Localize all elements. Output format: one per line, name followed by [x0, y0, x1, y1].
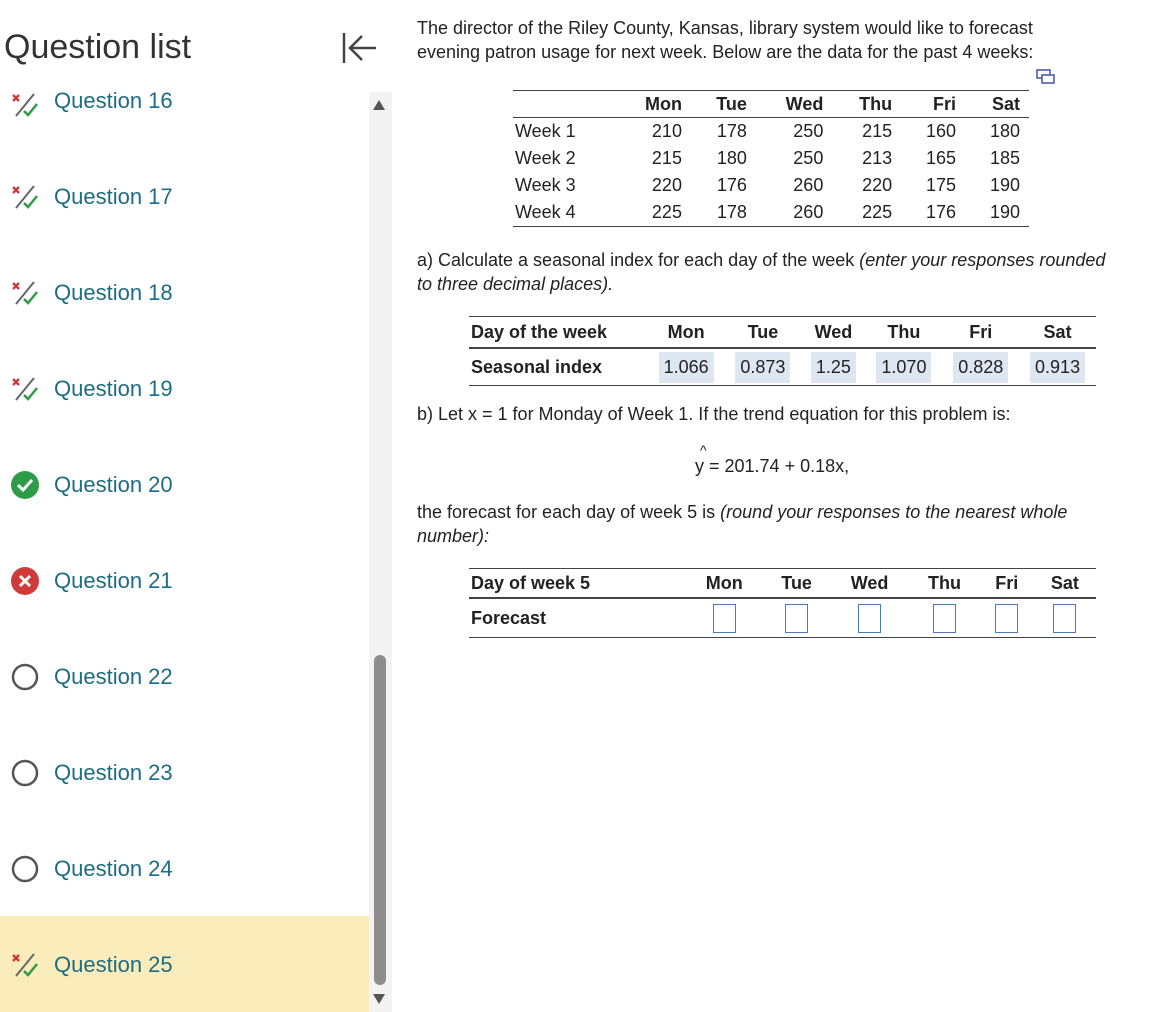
question-item-24[interactable]	[0, 820, 369, 916]
seasonal-index-table	[469, 316, 1096, 386]
row-label: Week 1	[515, 121, 576, 141]
column-header: Fri	[942, 317, 1019, 349]
table-cell: 175	[925, 175, 957, 195]
seasonal-index-sat[interactable]: 0.913	[1030, 352, 1085, 383]
column-header: Thu	[866, 317, 943, 349]
row-label: Seasonal index	[469, 348, 648, 386]
forecast-input-fri[interactable]	[995, 604, 1018, 633]
table-cell: 260	[756, 199, 832, 227]
row-label: Week 2	[515, 148, 576, 168]
table-cell: 220	[651, 175, 682, 195]
question-item-18[interactable]	[0, 244, 369, 340]
part-a-instruction: (enter your responses rounded to three decimal places).	[417, 250, 1106, 294]
equation-text: y = 201.74 + 0.18x,	[695, 456, 850, 476]
question-intro	[417, 16, 1117, 64]
seasonal-index-fri[interactable]: 0.828	[953, 352, 1008, 383]
scrollbar-thumb[interactable]	[374, 655, 386, 985]
column-header: Thu	[832, 91, 901, 118]
partial-credit-icon	[10, 278, 40, 308]
question-label: Question 20	[54, 472, 173, 497]
seasonal-index-wed[interactable]: 1.25	[811, 352, 856, 383]
question-sidebar	[0, 0, 392, 1012]
column-header: Thu	[909, 569, 980, 599]
column-header: Sat	[1019, 317, 1096, 349]
seasonal-index-mon[interactable]: 1.066	[659, 352, 714, 383]
table-cell: 176	[716, 175, 747, 195]
equation-hat: ^	[700, 442, 707, 458]
forecast-input-thu[interactable]	[933, 604, 956, 633]
question-item-20[interactable]	[0, 436, 369, 532]
incorrect-x-icon	[10, 566, 40, 596]
forecast-instruction: (round your responses to the nearest whole number):	[417, 502, 1068, 546]
seasonal-index-tue[interactable]: 0.873	[735, 352, 790, 383]
question-item-17[interactable]	[0, 148, 369, 244]
forecast-input-tue[interactable]	[785, 604, 808, 633]
question-label: Question 22	[54, 664, 173, 689]
part-a-prompt	[417, 248, 1117, 296]
partial-credit-icon	[10, 374, 40, 404]
forecast-table	[469, 568, 1096, 638]
unanswered-circle-icon	[10, 758, 40, 788]
table-cell: 160	[925, 121, 957, 141]
table-cell: 180	[989, 121, 1020, 141]
partial-credit-icon	[10, 950, 40, 980]
question-content	[392, 0, 1173, 1012]
table-row	[513, 199, 1029, 227]
table-cell: 178	[691, 199, 756, 227]
row-label: Forecast	[469, 598, 685, 638]
sidebar-title: Question list	[4, 28, 192, 66]
question-label: Question 16	[54, 88, 173, 113]
table-cell: 225	[832, 199, 901, 227]
column-header: Wed	[801, 317, 865, 349]
partial-credit-icon	[10, 182, 40, 212]
question-item-19[interactable]	[0, 340, 369, 436]
table-cell: 176	[901, 199, 965, 227]
table-row	[513, 118, 1029, 146]
partial-credit-icon	[10, 90, 40, 120]
table-cell: 213	[862, 148, 893, 168]
forecast-input-wed[interactable]	[858, 604, 881, 633]
column-header: Day of the week	[469, 317, 648, 349]
part-b-prompt: b) Let x = 1 for Monday of Week 1. If the trend equation for this problem is:	[417, 404, 1011, 424]
table-cell: 165	[925, 148, 957, 168]
table-cell: 185	[989, 148, 1020, 168]
forecast-input-sat[interactable]	[1053, 604, 1076, 633]
trend-equation	[695, 442, 850, 477]
question-item-21[interactable]	[0, 532, 369, 628]
table-cell: 215	[651, 148, 682, 168]
column-header: Wed	[756, 91, 832, 118]
forecast-input-mon[interactable]	[713, 604, 736, 633]
unanswered-circle-icon	[10, 662, 40, 692]
column-header: Mon	[648, 317, 725, 349]
question-item-22[interactable]	[0, 628, 369, 724]
forecast-text: the forecast for each day of week 5 is	[417, 502, 721, 522]
question-label: Question 19	[54, 376, 173, 401]
table-cell: 178	[716, 121, 747, 141]
question-label: Question 23	[54, 760, 173, 785]
column-header: Wed	[830, 569, 909, 599]
correct-check-icon	[10, 470, 40, 500]
column-header: Mon	[685, 569, 763, 599]
question-label: Question 24	[54, 856, 173, 881]
intro-line-1: The director of the Riley County, Kansas, library system would like to forecast	[417, 18, 1033, 38]
row-label: Week 4	[513, 199, 616, 227]
table-row	[469, 598, 1096, 638]
table-cell: 225	[616, 199, 691, 227]
table-row	[513, 172, 1029, 199]
question-item-23[interactable]	[0, 724, 369, 820]
table-cell: 215	[862, 121, 893, 141]
question-label: Question 25	[54, 952, 173, 977]
column-header: Tue	[691, 91, 756, 118]
column-header: Tue	[725, 317, 802, 349]
question-label: Question 17	[54, 184, 173, 209]
table-cell: 250	[793, 148, 824, 168]
intro-line-2: evening patron usage for next week. Below are the data for the past 4 weeks:	[417, 42, 1034, 62]
table-cell: 180	[716, 148, 747, 168]
table-row	[513, 145, 1029, 172]
table-cell: 260	[793, 175, 824, 195]
column-header: Tue	[763, 569, 830, 599]
seasonal-index-thu[interactable]: 1.070	[876, 352, 931, 383]
column-header: Sat	[965, 91, 1029, 118]
question-item-16[interactable]	[0, 52, 369, 148]
table-cell: 250	[793, 121, 824, 141]
question-item-25[interactable]	[0, 916, 369, 1012]
unanswered-circle-icon	[10, 854, 40, 884]
table-cell: 190	[965, 199, 1029, 227]
table-cell: 190	[989, 175, 1020, 195]
column-header: Mon	[616, 91, 691, 118]
question-label: Question 21	[54, 568, 173, 593]
question-label: Question 18	[54, 280, 173, 305]
table-cell: 220	[862, 175, 893, 195]
row-label: Week 3	[515, 175, 576, 195]
usage-data-table	[513, 90, 1029, 227]
column-header: Day of week 5	[469, 569, 685, 599]
expand-table-icon[interactable]	[1036, 68, 1056, 84]
part-a-text: a) Calculate a seasonal index for each day of the week	[417, 250, 860, 270]
column-header: Fri	[901, 91, 965, 118]
scroll-down-arrow-icon[interactable]	[372, 993, 386, 1005]
scroll-up-arrow-icon[interactable]	[372, 99, 386, 111]
column-header: Fri	[980, 569, 1034, 599]
forecast-prompt	[417, 500, 1117, 548]
table-row	[469, 348, 1096, 386]
table-cell: 210	[651, 121, 682, 141]
column-header: Sat	[1034, 569, 1096, 599]
column-header	[513, 91, 616, 118]
